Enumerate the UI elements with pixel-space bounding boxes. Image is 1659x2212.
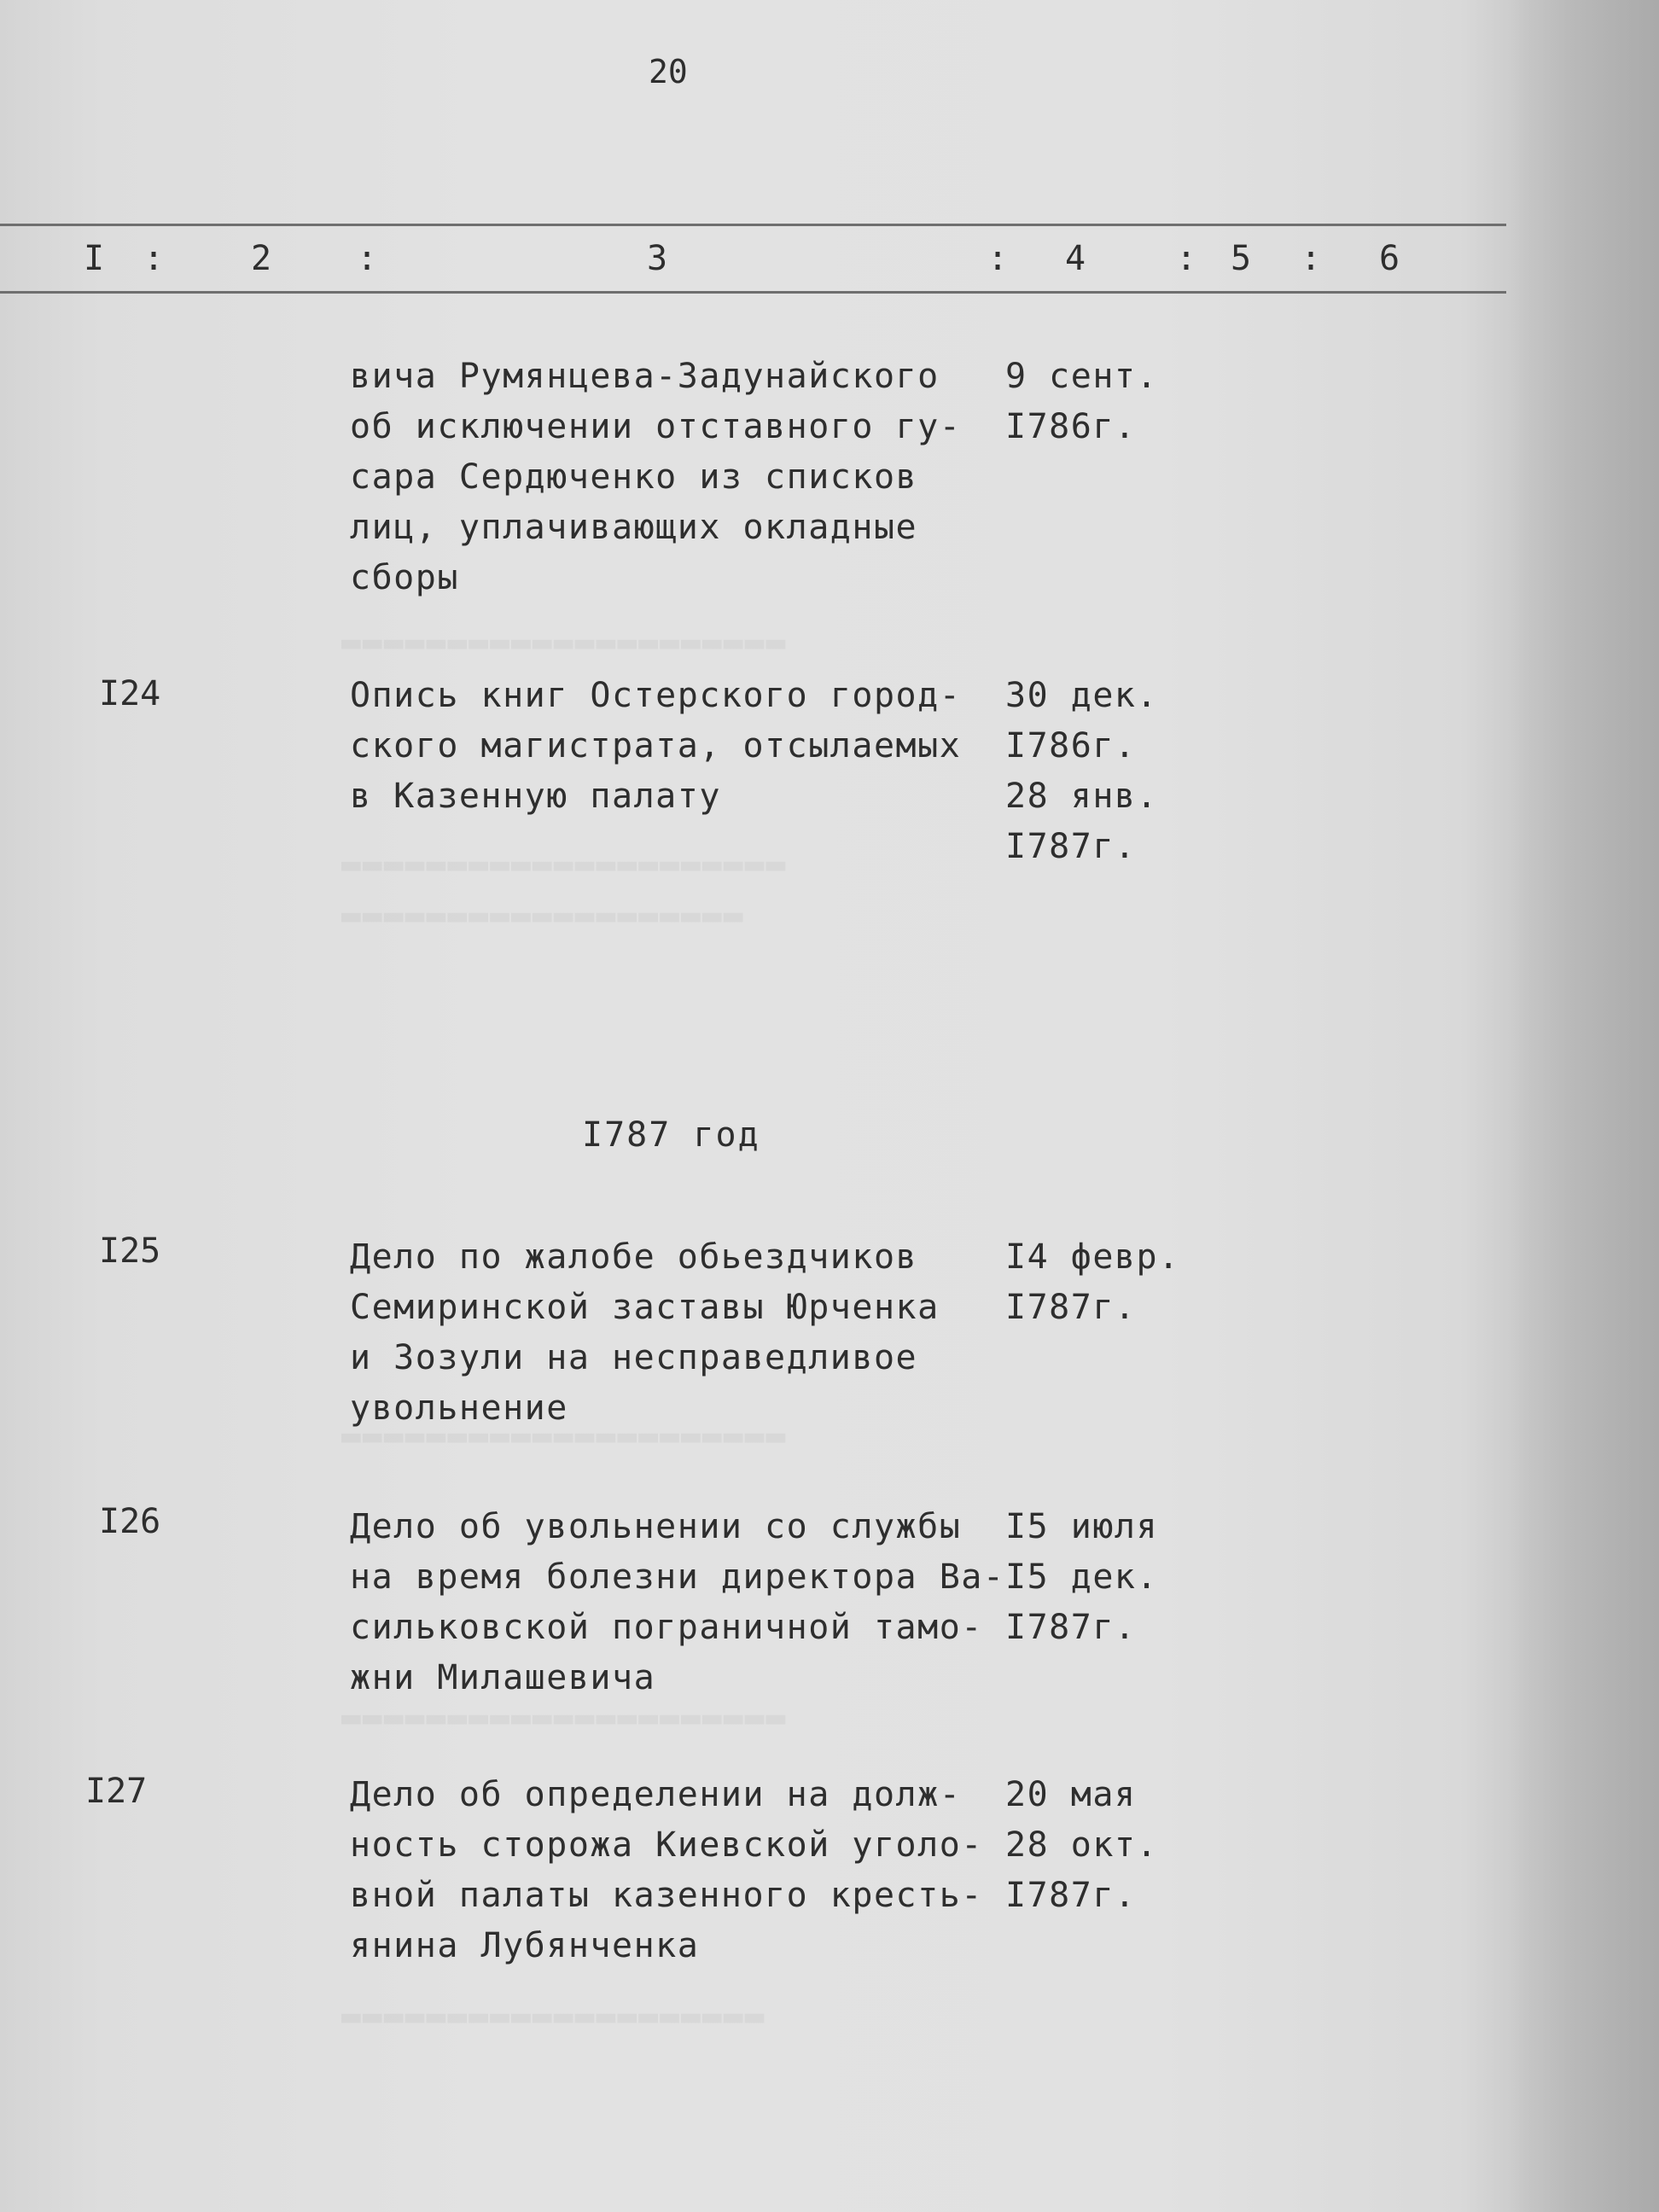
entry-date-line: I786г. <box>1005 726 1137 765</box>
entry-line: ность сторожа Киевской уголо- <box>350 1825 983 1865</box>
entry-dates <box>1005 352 1158 452</box>
entry-date-line: I787г. <box>1005 1876 1137 1915</box>
entry-description <box>350 1502 1004 1703</box>
column-header-5: 5 <box>1231 239 1252 278</box>
column-separator: : <box>1176 239 1197 278</box>
bleed-through-mark: ▬▬▬▬▬▬▬▬▬▬▬▬▬▬▬▬▬▬▬▬▬ <box>341 1417 788 1454</box>
entry-date-line: I5 дек. <box>1005 1557 1159 1597</box>
header-rule-bottom <box>0 291 1506 294</box>
entry-date-line: 20 мая <box>1005 1775 1137 1814</box>
bleed-through-mark: ▬▬▬▬▬▬▬▬▬▬▬▬▬▬▬▬▬▬▬ <box>341 896 745 934</box>
entry-number: I25 <box>99 1231 161 1271</box>
entry-line: жни Милашевича <box>350 1658 656 1697</box>
column-header-3: 3 <box>647 239 668 278</box>
column-separator: : <box>1301 239 1322 278</box>
column-header-6: 6 <box>1379 239 1400 278</box>
column-separator: : <box>357 239 378 278</box>
entry-line: вной палаты казенного кресть- <box>350 1876 983 1915</box>
column-header-1: I <box>84 239 105 278</box>
entry-line: на время болезни директора Ва- <box>350 1557 1005 1597</box>
page-edge-shadow <box>1511 0 1659 2212</box>
entry-line: лиц, уплачивающих окладные <box>350 508 918 547</box>
column-separator: : <box>143 239 165 278</box>
page-number: 20 <box>649 53 688 90</box>
bleed-through-mark: ▬▬▬▬▬▬▬▬▬▬▬▬▬▬▬▬▬▬▬▬ <box>341 1997 766 2034</box>
entry-line: Дело об увольнении со службы <box>350 1507 962 1546</box>
entry-dates <box>1005 671 1158 872</box>
bleed-through-mark: ▬▬▬▬▬▬▬▬▬▬▬▬▬▬▬▬▬▬▬▬▬ <box>341 1698 788 1736</box>
entry-description <box>350 1770 983 1971</box>
entry-line: Дело по жалобе обьездчиков <box>350 1237 918 1277</box>
entry-date-line: I5 июля <box>1005 1507 1159 1546</box>
entry-line: вича Румянцева-Задунайского <box>350 357 940 396</box>
entry-dates <box>1005 1770 1158 1921</box>
entry-date-line: 30 дек. <box>1005 676 1159 715</box>
column-separator: : <box>987 239 1009 278</box>
entry-date-line: 9 сент. <box>1005 357 1159 396</box>
entry-line: сборы <box>350 558 459 597</box>
entry-date-line: I4 февр. <box>1005 1237 1180 1277</box>
column-header-4: 4 <box>1065 239 1086 278</box>
entry-date-line: 28 янв. <box>1005 777 1159 816</box>
entry-line: янина Лубянченка <box>350 1926 700 1965</box>
entry-date-line: 28 окт. <box>1005 1825 1159 1865</box>
entry-number: I26 <box>99 1502 161 1541</box>
entry-number: I27 <box>85 1772 148 1811</box>
entry-dates <box>1005 1502 1158 1653</box>
entry-line: Дело об определении на долж- <box>350 1775 962 1814</box>
entry-date-line: I787г. <box>1005 827 1137 866</box>
entry-date-line: I787г. <box>1005 1608 1137 1647</box>
entry-date-line: I787г. <box>1005 1288 1137 1327</box>
year-heading: I787 год <box>582 1115 760 1155</box>
bleed-through-mark: ▬▬▬▬▬▬▬▬▬▬▬▬▬▬▬▬▬▬▬▬▬ <box>341 623 788 661</box>
column-header-2: 2 <box>251 239 272 278</box>
entry-description <box>350 671 961 822</box>
entry-dates <box>1005 1232 1180 1333</box>
entry-line: сильковской пограничной тамо- <box>350 1608 983 1647</box>
entry-line: Семиринской заставы Юрченка <box>350 1288 940 1327</box>
entry-line: ского магистрата, отсылаемых <box>350 726 962 765</box>
entry-line: Опись книг Остерского город- <box>350 676 962 715</box>
bleed-through-mark: ▬▬▬▬▬▬▬▬▬▬▬▬▬▬▬▬▬▬▬▬▬ <box>341 845 788 882</box>
entry-date-line: I786г. <box>1005 407 1137 446</box>
entry-line: об исключении отставного гу- <box>350 407 962 446</box>
entry-line: увольнение <box>350 1388 568 1428</box>
entry-line: сара Сердюченко из списков <box>350 457 918 497</box>
entry-number: I24 <box>99 674 161 713</box>
entry-description <box>350 1232 940 1434</box>
header-rule-top <box>0 224 1506 226</box>
entry-line: в Казенную палату <box>350 777 721 816</box>
entry-description <box>350 352 961 603</box>
entry-line: и Зозули на несправедливое <box>350 1338 918 1377</box>
